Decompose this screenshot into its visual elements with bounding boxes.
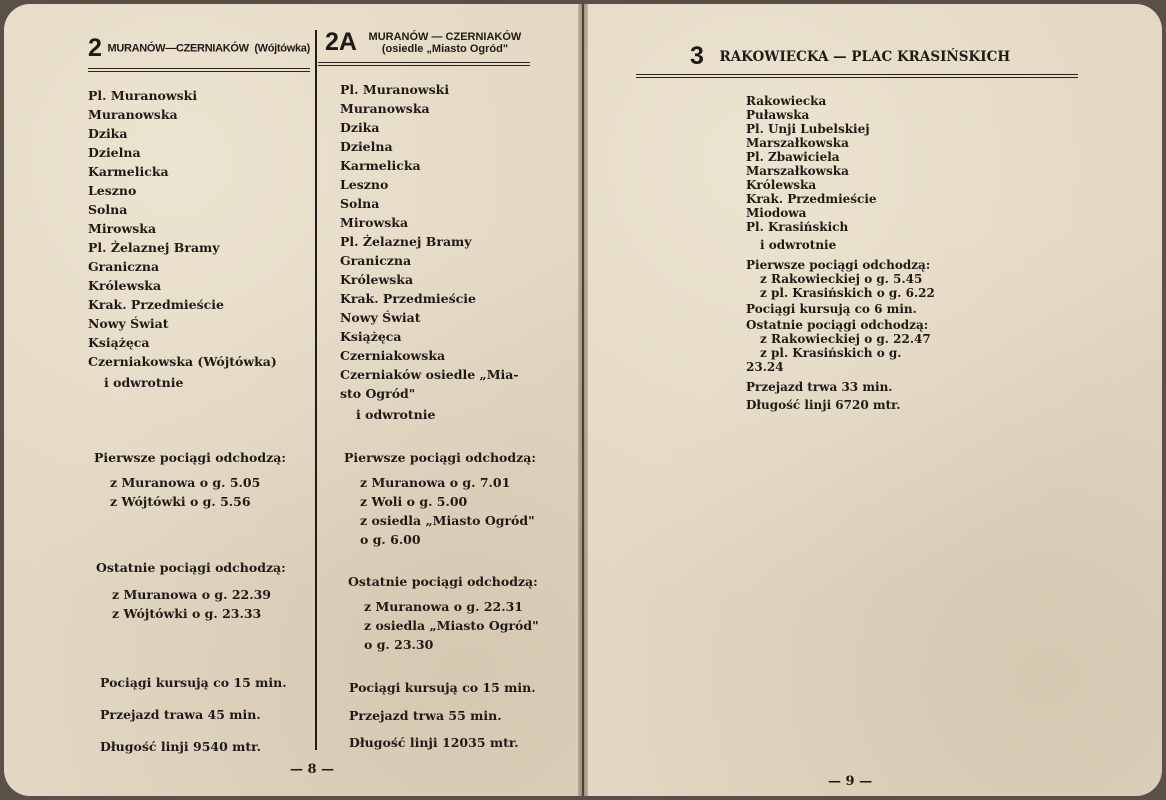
route2a-frequency: Pociągi kursują co 15 min.: [349, 680, 536, 695]
time-item: z pl. Krasińskich o g.: [760, 346, 902, 360]
time-item: z osiedla „Miasto Ogród": [360, 513, 535, 528]
stop-item: Pl. Muranowski: [88, 88, 198, 103]
route2-first-departures: [94, 450, 310, 511]
time-item: 23.24: [746, 360, 784, 374]
stop-item: Pl. Żelaznej Bramy: [340, 234, 472, 249]
stop-item: Czerniakowska: [340, 348, 446, 363]
time-item: z Rakowieckiej o g. 5.45: [760, 272, 923, 286]
route2-last-departures: [96, 560, 310, 623]
stop-item: Mirowska: [88, 221, 157, 236]
stop-item: Graniczna: [340, 253, 412, 268]
stop-item: Pl. Żelaznej Bramy: [88, 240, 220, 255]
stop-item: Pl. Zbawiciela: [746, 150, 840, 164]
stop-item: Królewska: [88, 278, 162, 293]
stop-item: Nowy Świat: [88, 316, 169, 331]
time-item: o g. 6.00: [360, 532, 421, 547]
stop-item: Książęca: [88, 335, 150, 350]
route2-subtitle: (Wójtówka): [254, 42, 310, 55]
route2-title: MURANÓW—CZERNIAKÓW: [107, 42, 249, 55]
route2-last-title: Ostatnie pociągi odchodzą:: [96, 560, 286, 575]
route3-return-note: i odwrotnie: [760, 238, 837, 252]
route2-length: Długość linji 9540 mtr.: [100, 739, 261, 754]
route2a-header-rule: [318, 62, 530, 66]
stop-item: Mirowska: [340, 215, 409, 230]
stop-item: Muranowska: [340, 101, 430, 116]
time-item: z Wójtówki o g. 23.33: [112, 606, 262, 621]
stop-item: Marszałkowska: [746, 136, 849, 150]
stop-item: Nowy Świat: [340, 310, 421, 325]
stop-item: Czerniakowska (Wójtówka): [88, 354, 277, 369]
time-item: z Muranowa o g. 22.31: [364, 599, 523, 614]
route3-stop-list: [746, 94, 966, 234]
stop-item: Królewska: [746, 178, 817, 192]
route2-return-note: i odwrotnie: [104, 375, 184, 390]
stop-item: Marszałkowska: [746, 164, 849, 178]
route3-header-rule: [636, 74, 1078, 78]
route3-column: [746, 94, 966, 412]
route2-column: [88, 86, 310, 390]
route3-frequency: Pociągi kursują co 6 min.: [746, 302, 917, 316]
stop-item: Książęca: [340, 329, 402, 344]
stop-item: Pl. Unji Lubelskiej: [746, 122, 870, 136]
time-item: z Wójtówki o g. 5.56: [110, 494, 251, 509]
route2a-stop-list: [340, 80, 540, 403]
stop-item: Dzielna: [88, 145, 141, 160]
stop-item: Graniczna: [88, 259, 160, 274]
route2a-number: 2A: [325, 28, 357, 56]
route2-number: 2: [88, 34, 102, 62]
route2a-length: Długość linji 12035 mtr.: [349, 735, 519, 750]
route2a-first-title: Pierwsze pociągi odchodzą:: [344, 450, 536, 465]
stop-item: Puławska: [746, 108, 810, 122]
stop-item: Solna: [88, 202, 128, 217]
stop-item: Królewska: [340, 272, 414, 287]
route2-first-title: Pierwsze pociągi odchodzą:: [94, 450, 286, 465]
route3-header: [690, 42, 1010, 71]
route2a-duration: Przejazd trwa 55 min.: [349, 708, 502, 723]
route2-frequency: Pociągi kursują co 15 min.: [100, 675, 287, 690]
route2-duration: Przejazd trawa 45 min.: [100, 707, 261, 722]
route2a-header: [325, 28, 521, 57]
stop-item: Dzika: [340, 120, 380, 135]
route3-title: RAKOWIECKA — PLAC KRASIŃSKICH: [719, 48, 1011, 65]
stop-item: Karmelicka: [340, 158, 421, 173]
stop-item: Krak. Przedmieście: [340, 291, 476, 306]
stop-item: Pl. Muranowski: [340, 82, 450, 97]
route3-last-title: Ostatnie pociągi odchodzą:: [746, 318, 929, 332]
route2a-column: [340, 80, 540, 422]
route3-duration: Przejazd trwa 33 min.: [746, 380, 893, 394]
route2a-title-line1: MURANÓW — CZERNIAKÓW: [368, 30, 522, 43]
route2a-last-title: Ostatnie pociągi odchodzą:: [348, 574, 538, 589]
left-page-number: — 8 —: [290, 762, 335, 777]
time-item: z pl. Krasińskich o g. 6.22: [760, 286, 935, 300]
stop-item: Leszno: [88, 183, 137, 198]
time-item: z Muranowa o g. 5.05: [110, 475, 261, 490]
stop-item: Krak. Przedmieście: [746, 192, 877, 206]
book-gutter: [578, 4, 588, 796]
stop-item: Pl. Krasińskich: [746, 220, 849, 234]
stop-item: Czerniaków osiedle „Mia-: [340, 367, 519, 382]
stop-item: Rakowiecka: [746, 94, 827, 108]
route3-number: 3: [690, 42, 704, 70]
stop-item: Krak. Przedmieście: [88, 297, 224, 312]
route2a-first-departures: [344, 450, 544, 549]
stop-item: Dzielna: [340, 139, 393, 154]
time-item: z osiedla „Miasto Ogród": [364, 618, 539, 633]
route2-header: [88, 34, 310, 63]
time-item: z Woli o g. 5.00: [360, 494, 468, 509]
stop-item: Muranowska: [88, 107, 178, 122]
stop-item: Miodowa: [746, 206, 807, 220]
time-item: z Muranowa o g. 7.01: [360, 475, 511, 490]
time-item: z Rakowieckiej o g. 22.47: [760, 332, 931, 346]
route2a-title-line2: (osiedle „Miasto Ogród": [381, 42, 509, 55]
time-item: o g. 23.30: [364, 637, 434, 652]
route2a-last-departures: [348, 574, 548, 654]
stop-item: Solna: [340, 196, 380, 211]
stop-item: Karmelicka: [88, 164, 169, 179]
route3-length: Długość linji 6720 mtr.: [746, 398, 901, 412]
column-divider: [315, 30, 317, 750]
stop-item: Leszno: [340, 177, 389, 192]
route3-first-title: Pierwsze pociągi odchodzą:: [746, 258, 931, 272]
route2-header-rule: [88, 68, 310, 72]
right-page-number: — 9 —: [828, 774, 873, 789]
time-item: z Muranowa o g. 22.39: [112, 587, 271, 602]
route2-stop-list: [88, 86, 310, 371]
stop-item: sto Ogród": [340, 386, 416, 401]
route2a-return-note: i odwrotnie: [356, 407, 436, 422]
stop-item: Dzika: [88, 126, 128, 141]
